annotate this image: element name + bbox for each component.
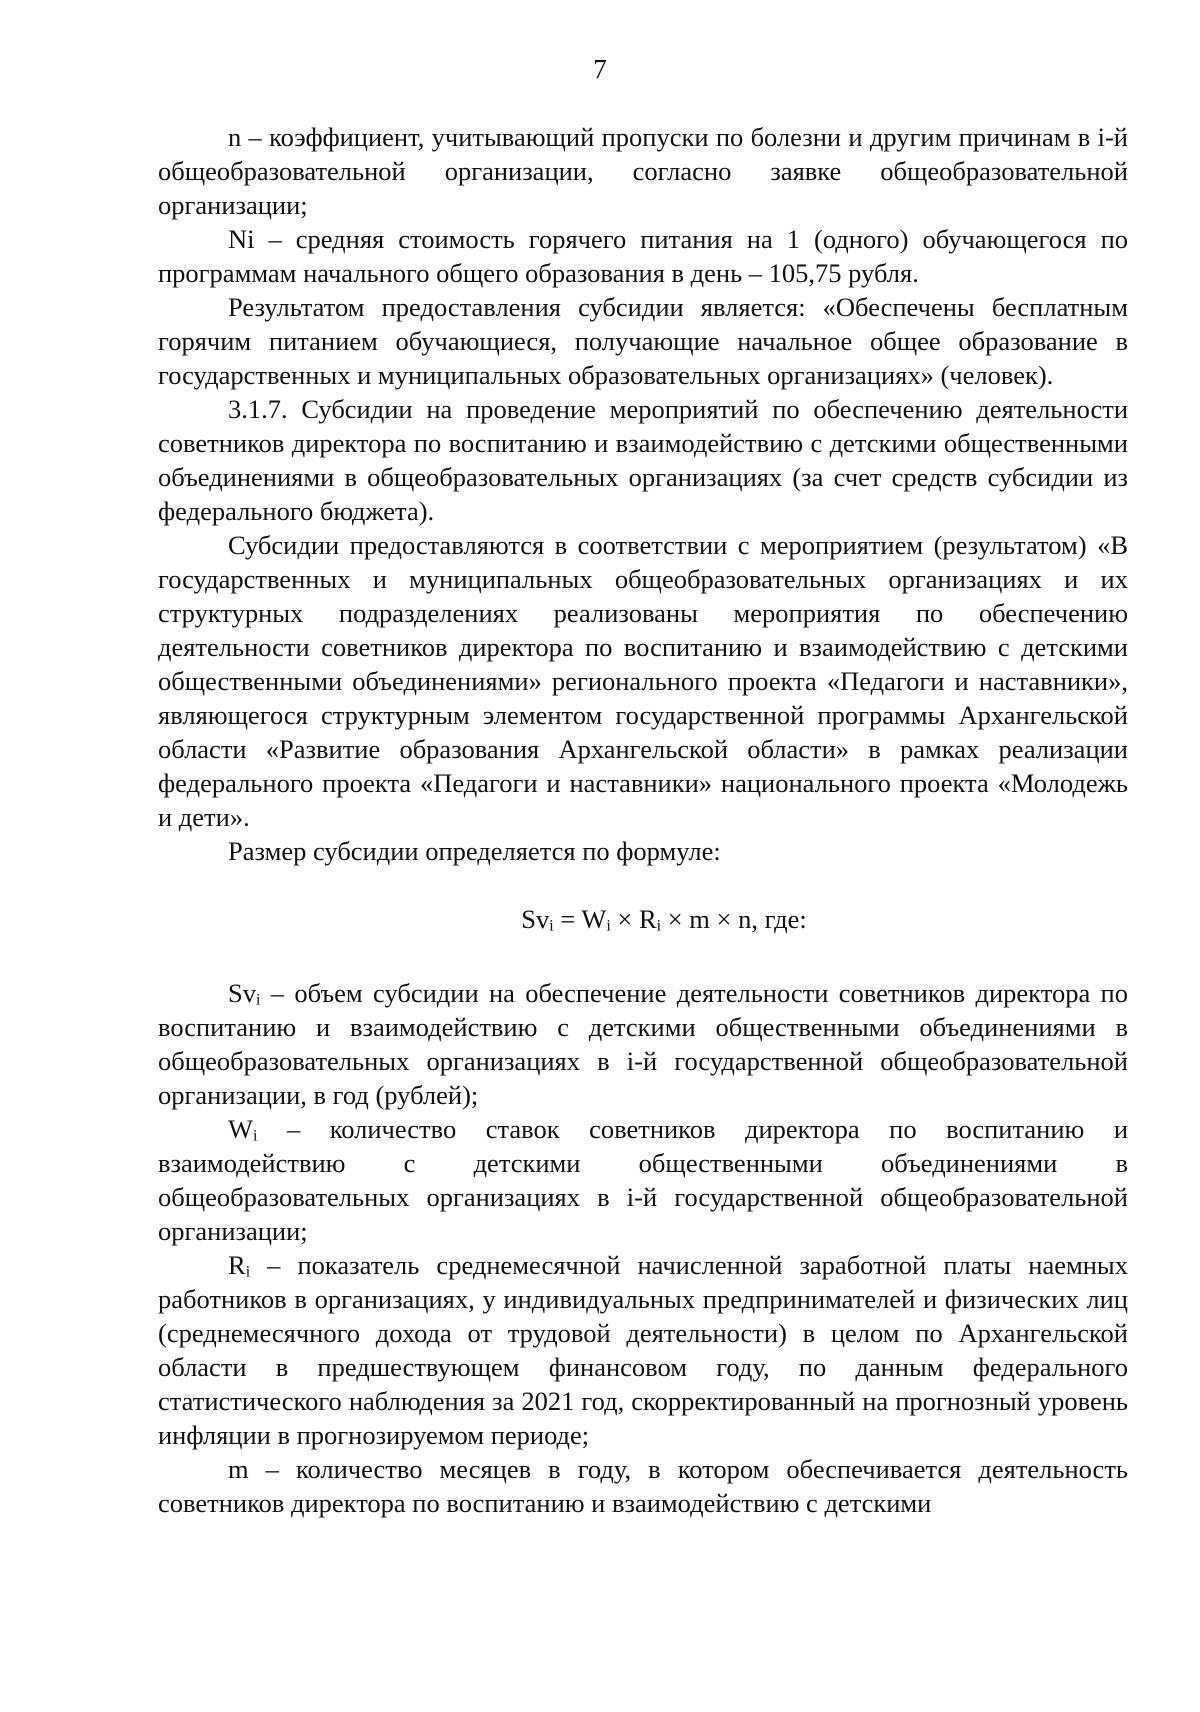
paragraph-ni-cost: Ni – средняя стоимость горячего питания на 1 (одного) обучающегося по программам начального общего образования в день – 105,75 рубля. (158, 224, 1128, 288)
paragraph-formula-intro: Размер субсидии определяется по формуле: (228, 836, 721, 866)
paragraph-n-coefficient: n – коэффициент, учитывающий пропуски по болезни и другим причинам в i-й общеобразовательной организации, согласно заявке общеобразовательной организации; (158, 122, 1128, 220)
paragraph-result: Результатом предоставления субсидии является: «Обеспечены бесплатным горячим питанием обучающиеся, получающие начальное общее образование в государственных и муниципальных образовательных организациях» (человек). (158, 292, 1128, 390)
document-body (158, 120, 1128, 1520)
definition-r: $R_i$ – показатель среднемесячной начисленной заработной платы наемных работников в организациях, у индивидуальных предпринимателей и физических лиц (среднемесячного дохода от трудовой деятельности) в целом по Архангельской области в предшествующем финансовом году, по данным федерального статистического наблюдения за 2021 год, скорректированный на прогнозный уровень инфляции в прогнозируемом периоде; (158, 1250, 1128, 1450)
paragraph-subsidy-provision: Субсидии предоставляются в соответствии с мероприятием (результатом) «В государственных и муниципальных общеобразовательных организациях и их структурных подразделениях реализованы мероприятия по обеспечению деятельности советников директора по воспитанию и взаимодействию с детскими общественными объединениями» регионального проекта «Педагоги и наставники», являющегося структурным элементом государственной программы Архангельской области «Развитие образования Архангельской области» в рамках реализации федерального проекта «Педагоги и наставники» национального проекта «Молодежь и дети». (158, 530, 1128, 832)
paragraph-m-months: m – количество месяцев в году, в котором обеспечивается деятельность советников директора по воспитанию и взаимодействию с детскими (158, 1454, 1128, 1518)
definition-sv: $Sv_i$ – объем субсидии на обеспечение деятельности советников директора по воспитанию и взаимодействию с детскими общественными объединениями в общеобразовательных организациях в i-й государственной общеобразовательной организации, в год (рублей); (158, 978, 1128, 1110)
page-number: 7 (593, 54, 607, 84)
definition-w: $W_i$ – количество ставок советников директора по воспитанию и взаимодействию с детскими общественными объединениями в общеобразовательных организациях в i-й государственной общеобразовательной организации; (158, 1114, 1128, 1246)
paragraph-section-3-1-7: 3.1.7. Субсидии на проведение мероприятий по обеспечению деятельности советников директора по воспитанию и взаимодействию с детскими общественными объединениями в общеобразовательных организациях (за счет средств субсидии из федерального бюджета). (158, 394, 1128, 526)
subsidy-formula: $Sv_i = W_i \times R_i \times m \times n$, где: (521, 904, 807, 935)
